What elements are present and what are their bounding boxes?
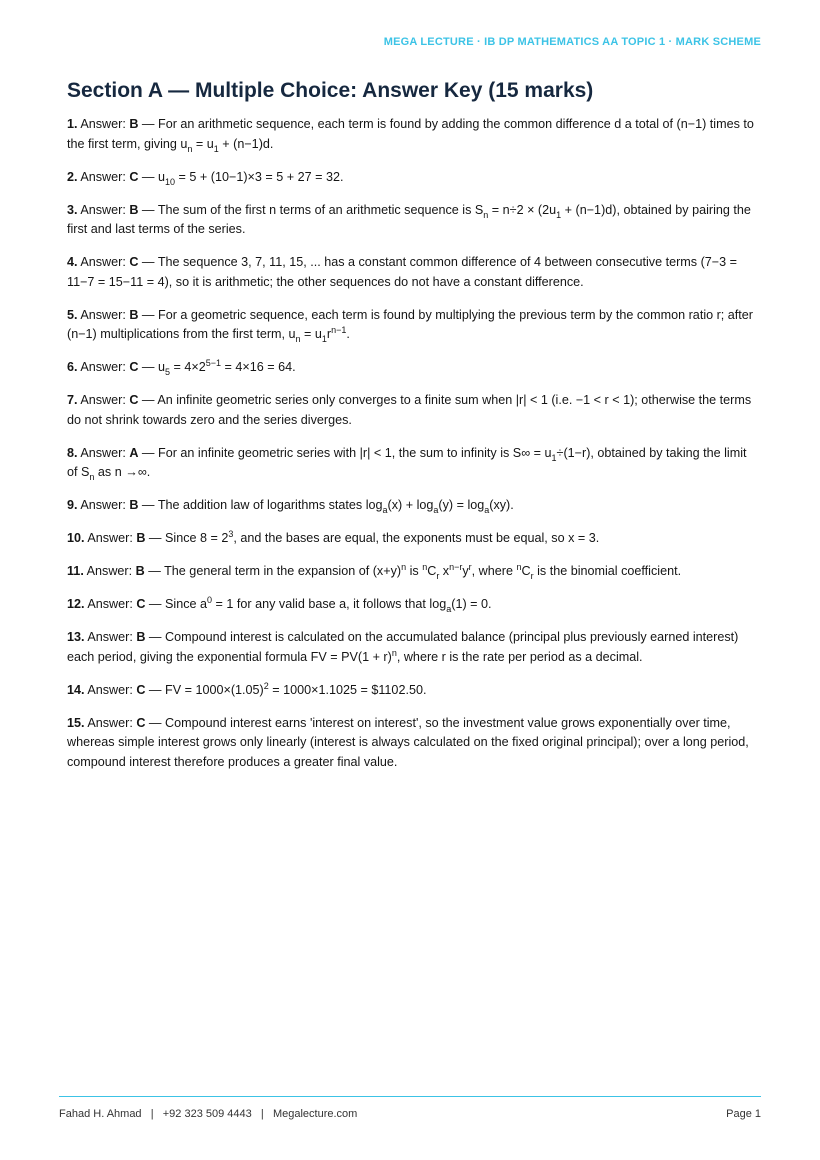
answer-item: 10. Answer: B — Since $8 = 2^3$, and the bases are equal, the exponents must be equal, so x = 3. <box>67 529 600 545</box>
answer-explanation: Since $8 = 2^3$, and the bases are equal, the exponents must be equal, so x = 3. <box>165 529 600 545</box>
question-number: 6. <box>67 360 78 374</box>
page-header: MEGA LECTURE · IB DP MATHEMATICS AA TOPIC 1 · MARK SCHEME <box>383 36 761 48</box>
answer-item: 15. Answer: C — Compound interest earns 'interest on interest', so the investment value grows exponentially over time, whereas simple interest grows only linearly (interest is always calculated on the fixed original principal); over a long period, compound interest therefore produces a greater final value. <box>67 715 749 769</box>
answer-label: Answer: <box>80 169 126 184</box>
answer-explanation: The sequence 3, 7, 11, 15, ... has a constant common difference of 4 between consecutive terms (7−3 = 11−7 = 15−11 = 4), so it is arithmetic; the other sequences do not have a constant difference. <box>67 255 738 289</box>
answer-label: Answer: <box>80 202 126 217</box>
answer-label: Answer: <box>87 531 133 545</box>
answer-explanation: FV = $1000\times(1.05)^2 = 1000\times 1.1025$ = $1102.50. <box>165 680 427 697</box>
question-number: 3. <box>67 202 78 217</box>
answer-item: 3. Answer: B — The sum of the first n terms of an arithmetic sequence is $S_n = n\div 2 \times (2u_1 + (n-1)d)$, obtained by pairing the first and last terms of the series. <box>67 202 751 236</box>
answer-item: 5. Answer: B — For a geometric sequence, each term is found by multiplying the previous term by the common ratio r; after (n−1) multiplications from the first term, $u_n = u_1r^{n-1}$. <box>67 307 754 344</box>
answer-explanation: The addition law of logarithms states $\log_a(x) + \log_a(y) = \log_a(xy)$. <box>157 498 514 515</box>
answer-letter: B <box>129 117 139 131</box>
answer-item: 7. Answer: C — An infinite geometric series only converges to a finite sum when |r| < 1 (i.e. −1 < r < 1); otherwise the terms do not shrink towards zero and the series diverges. <box>67 393 752 427</box>
answer-item: 12. Answer: C — Since $a^0 = 1$ for any valid base a, it follows that $\log_a(1) = 0$. <box>67 595 492 614</box>
answer-item: 4. Answer: C — The sequence 3, 7, 11, 15, ... has a constant common difference of 4 between consecutive terms (7−3 = 11−7 = 15−11 = 4), so it is arithmetic; the other sequences do not have a constant difference. <box>67 255 738 289</box>
answer-item: 11. Answer: B — The general term in the expansion of $(x+y)^n$ is $^nC_r$ $x^{n-r}y^r$, where $^nC_r$ is the binomial coefficient. <box>67 562 682 581</box>
question-number: 13. <box>67 630 85 644</box>
answer-item: 14. Answer: C — FV = $1000\times(1.05)^2 = 1000\times 1.1025$ = $1102.50. <box>67 680 427 697</box>
answer-label: Answer: <box>80 498 126 512</box>
question-number: 8. <box>67 445 78 460</box>
answer-letter: B <box>136 531 146 545</box>
question-number: 10. <box>67 531 85 545</box>
section-title: Section A — Multiple Choice: Answer Key (15 marks) <box>67 79 594 102</box>
answer-explanation: $u_{10} = 5 + (10-1)\times 3 = 5 + 27 = 32$. <box>158 169 344 187</box>
answer-explanation: For an arithmetic sequence, each term is found by adding the common difference d a total of (n−1) times to the first term, giving $u_n = u_1 + (n-1)d$. <box>67 117 754 154</box>
answer-explanation: Compound interest earns 'interest on interest', so the investment value grows exponentially over time, whereas simple interest grows only linearly (interest is always calculated on the fixed original principal); over a long period, compound interest therefore produces a greater final value. <box>67 715 749 769</box>
answer-explanation: $u_5 = 4\times 2^{5-1} = 4\times 16 = 64$. <box>158 358 296 377</box>
answer-item: 9. Answer: B — The addition law of logarithms states $\log_a(x) + \log_a(y) = \log_a(xy)$. <box>67 498 514 515</box>
answer-label: Answer: <box>80 360 126 374</box>
answer-label: Answer: <box>80 445 126 460</box>
question-number: 7. <box>67 393 78 407</box>
answer-explanation: An infinite geometric series only converges to a finite sum when |r| < 1 (i.e. −1 < r < 1); otherwise the terms do not shrink towards zero and the series diverges. <box>67 393 752 427</box>
answer-explanation: Since $a^0 = 1$ for any valid base a, it follows that $\log_a(1) = 0$. <box>165 595 492 614</box>
answer-letter: C <box>136 682 146 697</box>
question-number: 1. <box>67 117 78 131</box>
question-number: 12. <box>67 597 85 611</box>
answer-letter: C <box>129 255 139 269</box>
answer-label: Answer: <box>87 630 133 644</box>
answer-label: Answer: <box>87 682 133 697</box>
answer-item: 2. Answer: C — $u_{10} = 5 + (10-1)\times 3 = 5 + 27 = 32$. <box>67 169 344 187</box>
answer-label: Answer: <box>80 307 126 322</box>
answer-explanation: The general term in the expansion of $(x+y)^n$ is $^nC_r$ $x^{n-r}y^r$, where $^nC_r$ is the binomial coefficient. <box>164 562 682 581</box>
question-number: 9. <box>67 498 78 512</box>
answer-letter: C <box>136 715 146 730</box>
answer-letter: C <box>129 393 139 407</box>
answer-letter: A <box>129 445 139 460</box>
answer-letter: B <box>129 498 139 512</box>
answer-label: Answer: <box>86 564 133 578</box>
answer-letter: B <box>129 202 139 217</box>
answer-item: 6. Answer: C — $u_5 = 4\times 2^{5-1} = 4\times 16 = 64$. <box>67 358 296 377</box>
answer-label: Answer: <box>80 255 126 269</box>
answer-explanation: For an infinite geometric series with |r| < 1, the sum to infinity is $S\infty = u_1\div(1-r)$, obtained by taking the limit of $S_n$ as n →∞. <box>67 445 747 482</box>
answer-letter: C <box>129 360 139 374</box>
answer-item: 13. Answer: B — Compound interest is calculated on the accumulated balance (principal plus previously earned interest) each period, giving the exponential formula FV = $PV(1 + r)^n$, where r is the rate per period as a decimal. <box>67 630 739 664</box>
page-number: Page 1 <box>726 1108 761 1120</box>
question-number: 11. <box>67 564 84 578</box>
question-number: 4. <box>67 255 78 269</box>
question-number: 5. <box>67 307 78 322</box>
answer-letter: C <box>129 169 139 184</box>
answer-label: Answer: <box>87 597 133 611</box>
answer-label: Answer: <box>87 715 133 730</box>
answer-item: 8. Answer: A — For an infinite geometric series with |r| < 1, the sum to infinity is $S\infty = u_1\div(1-r)$, obtained by taking the limit of $S_n$ as n →∞. <box>67 445 747 482</box>
answer-item: 1. Answer: B — For an arithmetic sequence, each term is found by adding the common difference d a total of (n−1) times to the first term, giving $u_n = u_1 + (n-1)d$. <box>67 117 754 154</box>
answer-letter: B <box>136 630 146 644</box>
footer-divider <box>59 1096 761 1097</box>
answer-letter: C <box>136 597 146 611</box>
question-number: 2. <box>67 169 78 184</box>
answer-letter: B <box>129 307 139 322</box>
answer-label: Answer: <box>80 393 126 407</box>
answer-explanation: For a geometric sequence, each term is found by multiplying the previous term by the common ratio r; after (n−1) multiplications from the first term, $u_n = u_1r^{n-1}$. <box>67 307 754 344</box>
footer-contact: Fahad H. Ahmad | +92 323 509 4443 | Megalecture.com <box>59 1108 358 1120</box>
answer-letter: B <box>135 564 145 578</box>
answer-label: Answer: <box>80 117 126 131</box>
answer-explanation: Compound interest is calculated on the accumulated balance (principal plus previously earned interest) each period, giving the exponential formula FV = $PV(1 + r)^n$, where r is the rate per period as a decimal. <box>67 630 739 664</box>
question-number: 15. <box>67 715 85 730</box>
answer-explanation: The sum of the first n terms of an arithmetic sequence is $S_n = n\div 2 \times (2u_1 + (n-1)d)$, obtained by pairing the first and last terms of the series. <box>67 202 751 236</box>
question-number: 14. <box>67 682 85 697</box>
answer-list <box>67 115 757 786</box>
